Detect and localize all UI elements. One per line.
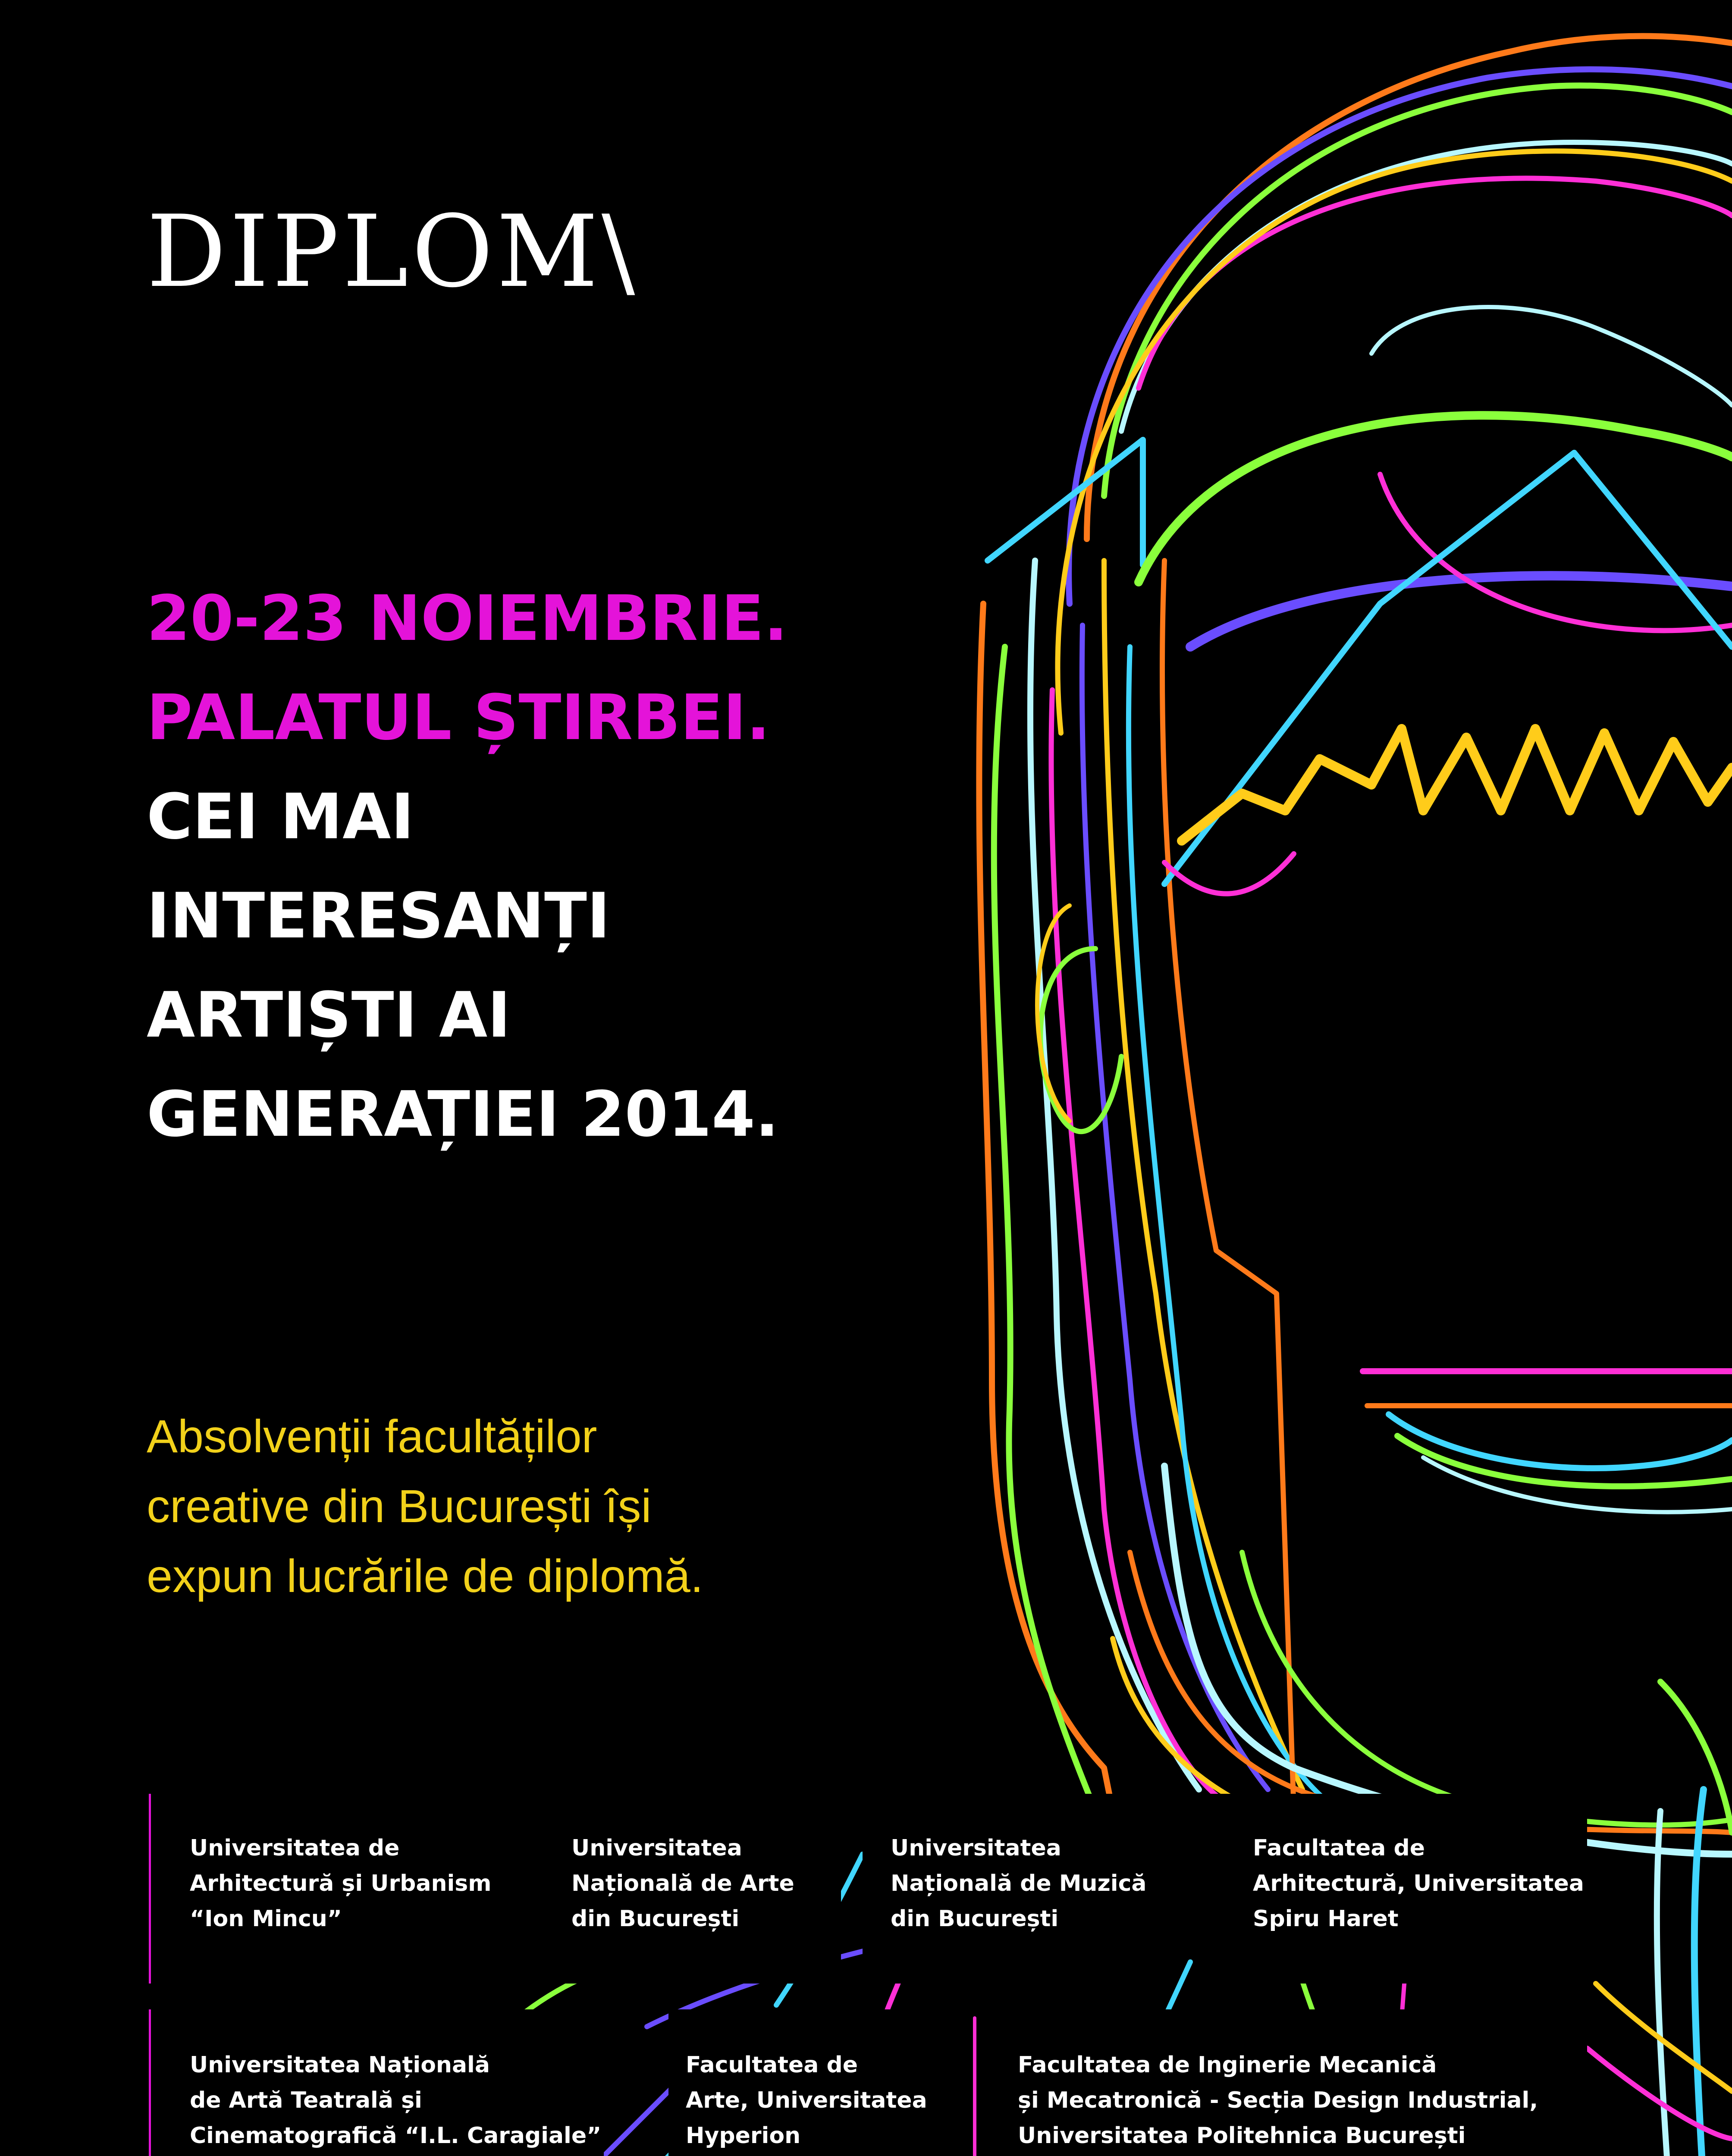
university-line: Arte, Universitatea <box>686 2087 927 2113</box>
university-spiru-haret <box>1253 1830 1584 1937</box>
university-line: Facultatea de <box>1253 1835 1425 1861</box>
university-line: din București <box>891 1906 1059 1932</box>
logo-text: DIPLOM <box>147 194 602 310</box>
headline-date: 20-23 NOIEMBRIE. <box>147 582 788 655</box>
university-line: Națională de Muzică <box>891 1871 1147 1896</box>
university-line: Universitatea de <box>190 1835 400 1861</box>
headline-line: CEI MAI <box>147 780 414 853</box>
university-line: Facultatea de <box>686 2052 858 2078</box>
university-line: Universitatea Națională <box>190 2052 490 2078</box>
university-line: Națională de Arte <box>571 1871 794 1896</box>
headline-line: INTERESANȚI <box>147 880 610 953</box>
subtitle-line: creative din București își <box>147 1480 652 1532</box>
university-line: Spiru Haret <box>1253 1906 1399 1932</box>
university-hyperion <box>686 2047 927 2153</box>
university-line: Universitatea Politehnica București <box>1018 2123 1466 2149</box>
university-line: Facultatea de Inginerie Mecanică <box>1018 2052 1437 2078</box>
university-line: și Mecatronică - Secția Design Industrial, <box>1018 2087 1538 2113</box>
logo-slash-glyph: \ <box>601 194 639 310</box>
university-line: Universitatea <box>571 1835 742 1861</box>
university-ion-mincu <box>190 1830 491 1937</box>
university-line: Arhitectură, Universitatea <box>1253 1871 1584 1896</box>
subtitle-line: Absolvenții facultăților <box>147 1410 597 1462</box>
university-line: de Artă Teatrală și <box>190 2087 422 2113</box>
university-unarte <box>571 1830 794 1937</box>
university-line: “Ion Mincu” <box>190 1906 342 1932</box>
university-politehnica <box>1018 2047 1538 2153</box>
subtitle <box>147 1401 703 1611</box>
university-line: Universitatea <box>891 1835 1061 1861</box>
headline-venue: PALATUL ȘTIRBEI. <box>147 681 770 754</box>
diploma-logo <box>147 194 639 310</box>
headline-line: GENERAȚIEI 2014. <box>147 1078 779 1151</box>
headline-line: ARTIȘTI AI <box>147 979 511 1052</box>
divider-bar <box>149 2009 151 2156</box>
subtitle-line: expun lucrările de diplomă. <box>147 1550 703 1602</box>
divider-bar <box>149 1794 151 1984</box>
university-unmb <box>891 1830 1147 1937</box>
university-unatc <box>190 2047 601 2153</box>
university-line: Arhitectură și Urbanism <box>190 1871 492 1896</box>
university-line: Hyperion <box>686 2123 801 2149</box>
university-line: din București <box>571 1906 740 1932</box>
headline <box>147 569 788 1164</box>
university-line: Cinematografică “I.L. Caragiale” <box>190 2123 602 2149</box>
